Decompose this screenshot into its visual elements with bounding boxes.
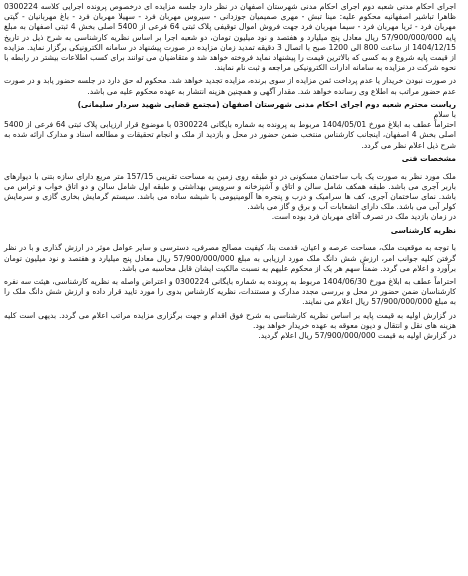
expert-report-paragraph: احتراماً عطف به ابلاغ مورخ 1404/05/01 مربوط به پرونده به شماره بایگانی 0300224 با موضوع قرار ارزیابی پلاک ثبتی 64 فرعی از 5400 اصلی بخش 4 اصفهان، اینجانب کارشناس منتخب ضمن حضور در محل و بازدید از ملک و انجام تحقیقات و مطالعه اسناد و مدارک ارائه شده به شرح ذیل اعلام نظر می گردد. <box>4 120 456 150</box>
salutation-line: با سلام <box>433 110 456 120</box>
final-line: در گزارش اولیه به قیمت 57/900/000/000 ریال اعلام گردید. <box>258 331 456 341</box>
auction-intro-paragraph: اجرای احکام مدنی شعبه دوم اجرای احکام مدنی شهرستان اصفهان در نظر دارد جلسه مزایده ای درخصوص پرونده اجرایی کلاسه 0300224 ظاهرا تباشیر اصفهانیه محکوم علیه: مینا تبش - مهری صمیمیان جوزدانی - سیروس مهربان فرد - سهیلا مهربان فرد - باغ مهربانیان - گیتی مهربان فرد - ثریا مهربان فرد - سیما مهربان فرد جهت فروش اموال توقیفی پلاک ثبتی 64 فرعی از 5400 اصلی بخش 4 ثبتی اصفهان به مبلغ پایه 57/900/000/000 ریال معادل پنج میلیارد و هفتصد و نود میلیون تومان، دو شعبه اجرا بر اساس نظریه کارشناسی به شرح ذیل در تاریخ 1404/12/15 از ساعت 800 الی 1200 صبح با اتصال 3 دقیقه تمدید زمان مزایده در صورت پیشنهاد در سامانه الکترونیکی برگزار نماید. مزایده از قیمت پایه شروع و به کسی که بالاترین قیمت را پیشنهاد نماید فروخته خواهد شد و متقاضیان می توانند برای کسب اطلاعات بیشتر در رابطه با نحوه شرکت در مزایده به سامانه ادارات الکترونیکی مراجعه و ثبت نام نمایند. <box>4 2 457 73</box>
auction-notice-paragraph: در صورت نبودن خریدار یا عدم پرداخت ثمن مزایده از سوی برنده، مزایده تجدید خواهد شد. محکوم له حق دارد در جلسه حضور یابد و در صورت عدم حضور مراتب به اطلاع وی رسانده خواهد شد. مقدار آگهی و همچنین هزینه انتشار به عهده محکوم علیه می باشد. <box>4 76 456 96</box>
expert-opinion-heading: نظریه کارشناسی <box>390 225 456 235</box>
closing-paragraph: در گزارش اولیه به قیمت پایه بر اساس نظریه کارشناسی به شرح فوق اقدام و جهت برگزاری مزایده مراتب اعلام می گردد. بدیهی است کلیه هزینه های نقل و انتقال و دیون معوقه به عهده خریدار خواهد بود. <box>4 310 456 330</box>
technical-specs-paragraph: ملک مورد نظر به صورت یک باب ساختمان مسکونی در دو طبقه روی زمین به مساحت تقریبی 157/15 متر مربع دارای سازه بتنی با دیوارهای باربر آجری می باشد. طبقه همکف شامل سالن و اتاق و آشپزخانه و سرویس بهداشتی و طبقه اول شامل سالن و دو اتاق خواب و تراس می باشد. نمای ساختمان آجری، کف ها سرامیک و درب و پنجره ها آلومینیومی با شیشه ساده می باشد. سیستم گرمایش بخاری گازی و سرمایش کولر آبی می باشد. ملک دارای انشعابات آب و برق و گاز می باشد. <box>4 171 456 212</box>
addressee-line: ریاست محترم شعبه دوم اجرای احکام مدنی شهرستان اصفهان (مجتمع قضایی شهید سردار سلیمانی) <box>77 99 456 109</box>
panel-report-paragraph: احتراماً عطف به ابلاغ مورخ 1404/06/30 مربوط به پرونده به شماره بایگانی 0300224 و اعتراض واصله به نظریه کارشناسی، هیئت سه نفره کارشناسان ضمن حضور در محل و بررسی مجدد مدارک و مستندات، نظریه کارشناس بدوی را مورد تایید قرار داده و ارزش شش دانگ ملک را به مبلغ 57/900/000/000 ریال اعلام می نمایند. <box>4 277 457 307</box>
occupancy-note: در زمان بازدید ملک در تصرف آقای مهربان فرد بوده است. <box>271 212 456 222</box>
technical-specs-heading: مشخصات فنی <box>401 153 456 163</box>
expert-opinion-paragraph: با توجه به موقعیت ملک، مساحت عرصه و اعیان، قدمت بنا، کیفیت مصالح مصرفی، دسترسی و سایر عوامل موثر در ارزش گذاری و با در نظر گرفتن کلیه جوانب امر، ارزش شش دانگ ملک مورد ارزیابی به مبلغ 57/900/000/000 ریال معادل پنج میلیارد و هفتصد و نود میلیون تومان برآورد و اعلام می گردد. ضمناً سهم هر یک از محکوم علیهم به نسبت مالکیت ایشان قابل محاسبه می باشد. <box>4 243 456 273</box>
